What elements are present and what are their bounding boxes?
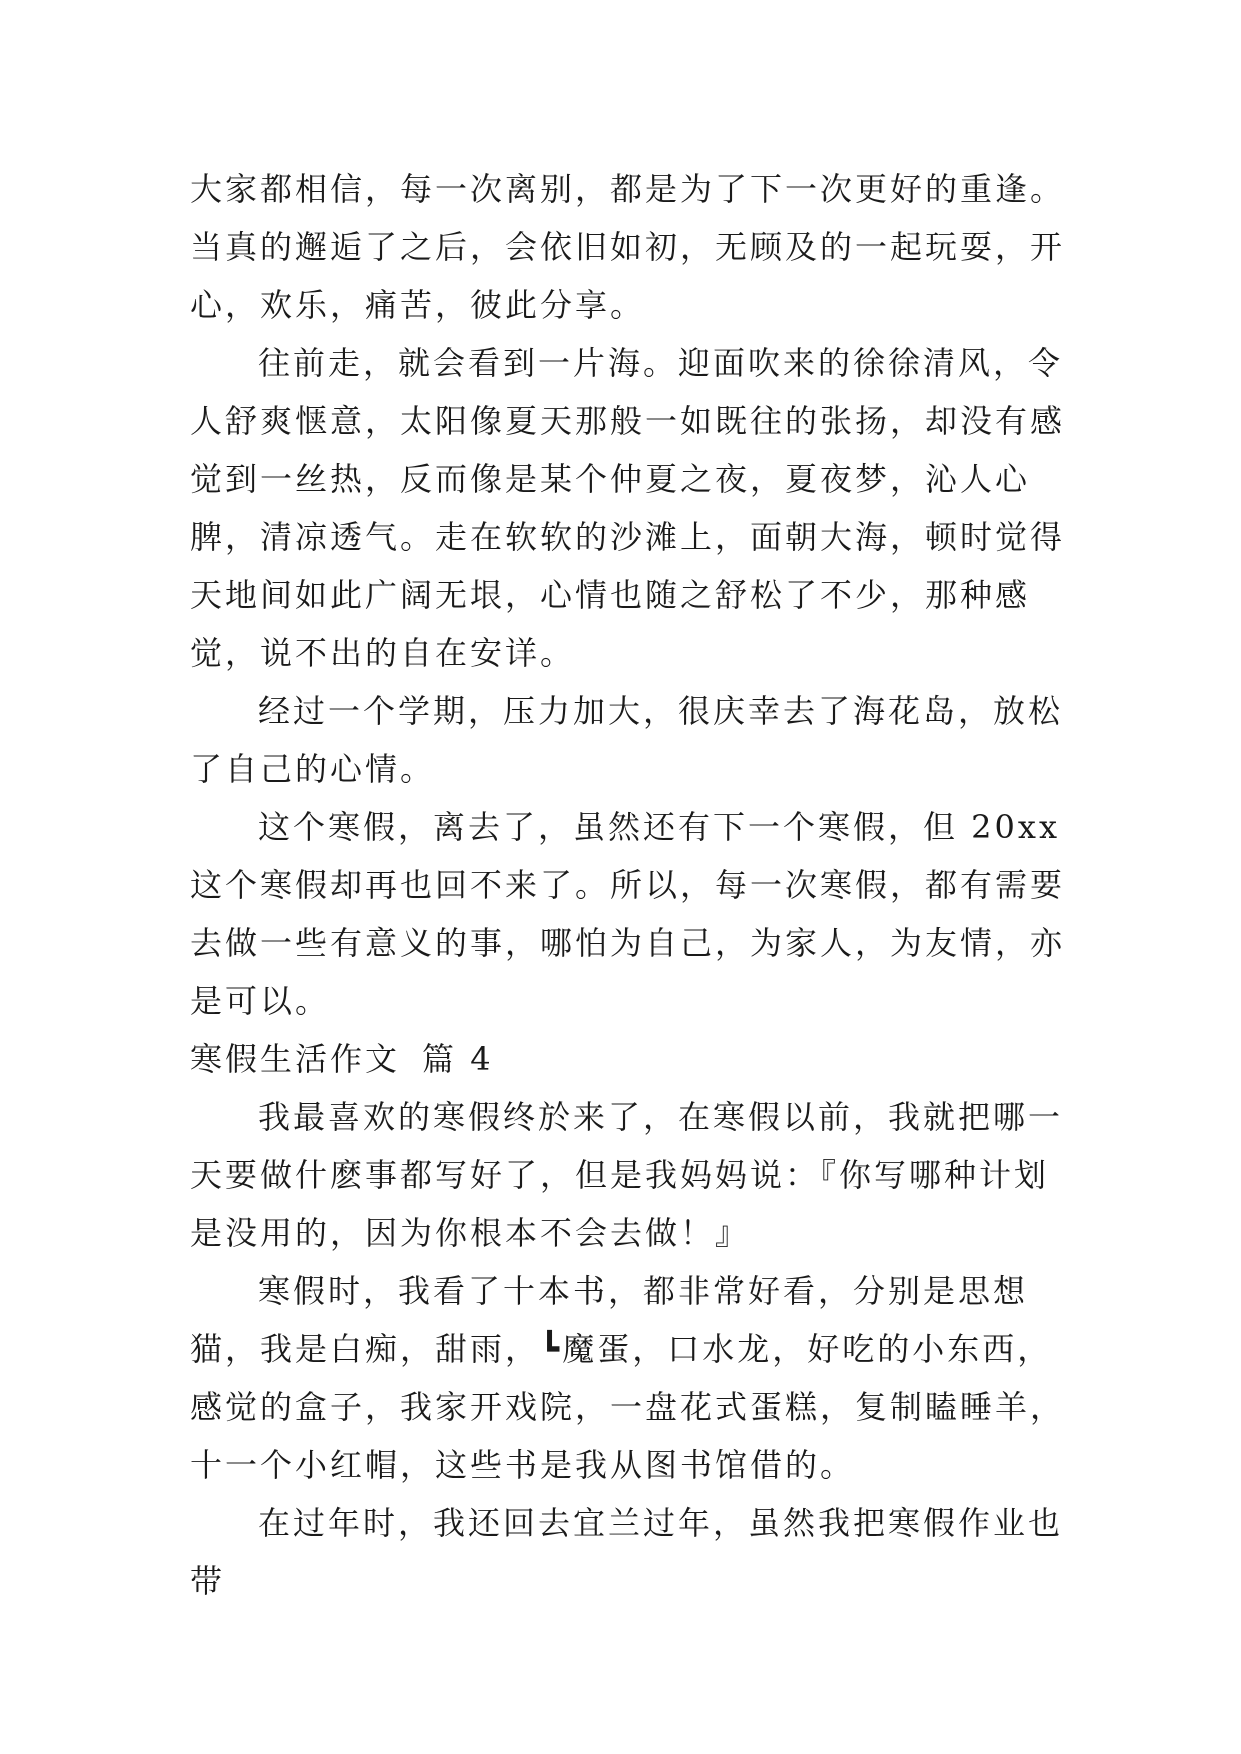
section-a-text (190, 160, 1070, 1030)
paragraph: 经过一个学期，压力加大，很庆幸去了海花岛，放松了自己的心情。 (190, 692, 1064, 788)
paragraph: 我最喜欢的寒假终於来了，在寒假以前，我就把哪一天要做什麽事都写好了，但是我妈妈说：『你写哪种计划是没用的，因为你根本不会去做！』 (190, 1098, 1064, 1252)
paragraph-continued: 大家都相信，每一次离别，都是为了下一次更好的重逢。当真的邂逅了之后，会依旧如初，无顾及的一起玩耍，开心，欢乐，痛苦，彼此分享。 (190, 170, 1066, 324)
section-part-number: 篇 4 (422, 1040, 494, 1078)
paragraph: 这个寒假，离去了，虽然还有下一个寒假，但 20xx 这个寒假却再也回不来了。所以，每一次寒假，都有需要去做一些有意义的事，哪怕为自己，为家人，为友情，亦是可以。 (190, 808, 1066, 1020)
section-title: 寒假生活作文 (190, 1040, 401, 1078)
section-b-text (190, 1088, 1070, 1610)
paragraph: 在过年时，我还回去宜兰过年，虽然我把寒假作业也带 (190, 1504, 1064, 1600)
section-heading (190, 1030, 494, 1088)
paragraph: 寒假时，我看了十本书，都非常好看，分别是思想猫，我是白痴，甜雨，┗魔蛋，口水龙，好吃的小东西，感觉的盒子，我家开戏院，一盘花式蛋糕，复制瞌睡羊，十一个小红帽，这些书是我从图书馆借的。 (190, 1272, 1066, 1484)
paragraph: 往前走，就会看到一片海。迎面吹来的徐徐清风，令人舒爽惬意，太阳像夏天那般一如既往的张扬，却没有感觉到一丝热，反而像是某个仲夏之夜，夏夜梦，沁人心脾，清凉透气。走在软软的沙滩上，面朝大海，顿时觉得天地间如此广阔无垠，心情也随之舒松了不少，那种感觉，说不出的自在安详。 (190, 344, 1066, 672)
